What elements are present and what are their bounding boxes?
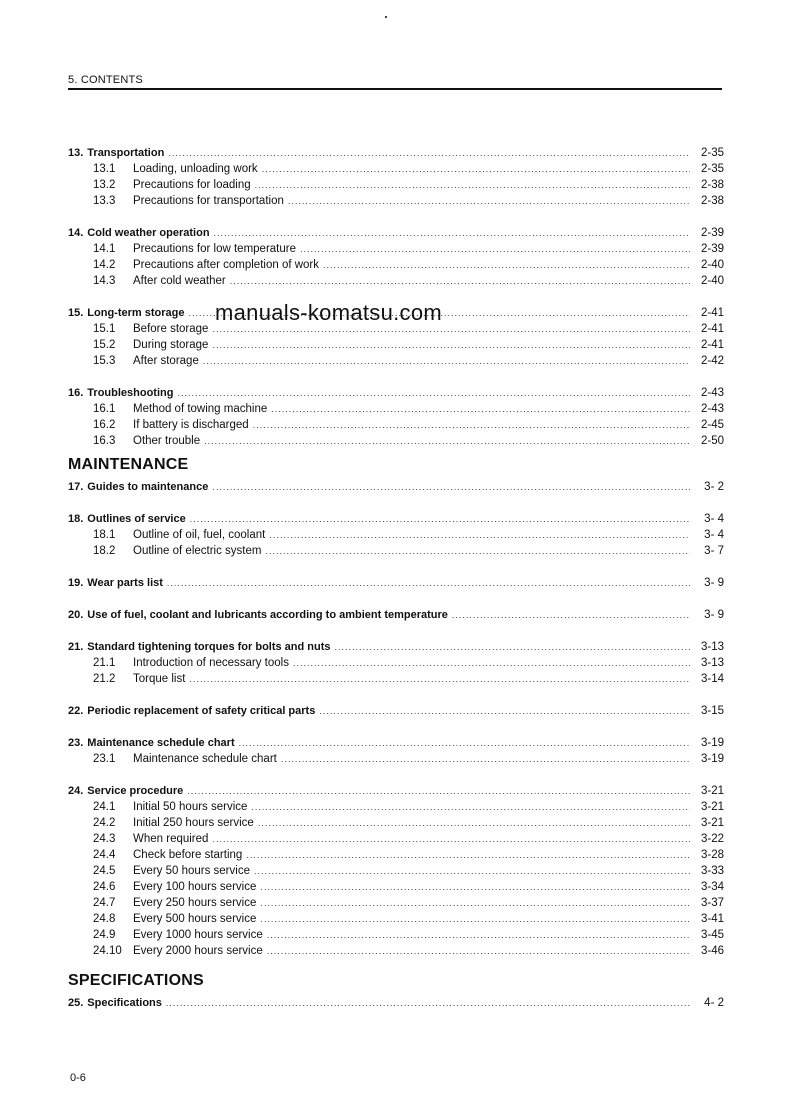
- entry-number: 22.: [68, 705, 84, 717]
- toc-entry[interactable]: [68, 225, 724, 241]
- entry-page: 2-39: [700, 243, 724, 255]
- spacer: [68, 209, 724, 225]
- dot-leader: [319, 703, 690, 719]
- dot-leader: [265, 543, 690, 559]
- entry-number: 15.3: [93, 355, 116, 367]
- entry-label: Precautions for loading: [133, 179, 251, 191]
- entry-label: Service procedure: [87, 785, 184, 797]
- toc-subentry[interactable]: [68, 433, 724, 449]
- header-title: 5. CONTENTS: [68, 74, 143, 86]
- toc-entry[interactable]: [68, 735, 724, 751]
- entry-page: 3-21: [700, 817, 724, 829]
- dot-leader: [166, 995, 690, 1011]
- spacer: [68, 687, 724, 703]
- dot-leader: [271, 401, 690, 417]
- entry-number: 24.9: [93, 929, 116, 941]
- entry-page: 2-43: [700, 387, 724, 399]
- dot-leader: [255, 177, 690, 193]
- entry-page: 3- 9: [704, 577, 724, 589]
- toc-subentry[interactable]: [68, 671, 724, 687]
- toc-entry[interactable]: [68, 575, 724, 591]
- dot-leader: [189, 671, 690, 687]
- spacer: [68, 495, 724, 511]
- entry-page: 3-14: [700, 673, 724, 685]
- entry-number: 25.: [68, 997, 84, 1009]
- spacer: [68, 767, 724, 783]
- toc-subentry[interactable]: [68, 273, 724, 289]
- toc-subentry[interactable]: [68, 751, 724, 767]
- entry-label: Initial 250 hours service: [133, 817, 254, 829]
- entry-label: Wear parts list: [87, 577, 163, 589]
- entry-page: 2-40: [700, 259, 724, 271]
- entry-label: Other trouble: [133, 435, 201, 447]
- entry-label: Check before starting: [133, 849, 243, 861]
- entry-number: 16.: [68, 387, 84, 399]
- page-header: [68, 74, 722, 90]
- toc-subentry[interactable]: [68, 241, 724, 257]
- toc-subentry[interactable]: [68, 161, 724, 177]
- section-title-specifications: SPECIFICATIONS: [68, 972, 204, 989]
- entry-number: 24.4: [93, 849, 116, 861]
- entry-label: Outline of oil, fuel, coolant: [133, 529, 266, 541]
- entry-page: 3-33: [700, 865, 724, 877]
- entry-label: Troubleshooting: [87, 387, 174, 399]
- dot-leader: [168, 145, 690, 161]
- entry-label: When required: [133, 833, 209, 845]
- entry-label: Precautions after completion of work: [133, 259, 320, 271]
- toc-subentry[interactable]: [68, 895, 724, 911]
- entry-page: 2-42: [700, 355, 724, 367]
- entry-page: 3-41: [700, 913, 724, 925]
- toc-subentry[interactable]: [68, 847, 724, 863]
- entry-label: Standard tightening torques for bolts and nuts: [87, 641, 331, 653]
- entry-page: 3- 4: [704, 513, 724, 525]
- toc-subentry[interactable]: [68, 831, 724, 847]
- entry-page: 3-19: [700, 737, 724, 749]
- toc-entry[interactable]: [68, 145, 724, 161]
- entry-number: 23.1: [93, 753, 116, 765]
- spacer: [68, 719, 724, 735]
- entry-page: 3-45: [700, 929, 724, 941]
- toc-entry[interactable]: [68, 607, 724, 623]
- entry-label: Before storage: [133, 323, 209, 335]
- dot-leader: [323, 257, 690, 273]
- entry-label: Initial 50 hours service: [133, 801, 248, 813]
- dot-leader: [254, 863, 690, 879]
- entry-number: 24.2: [93, 817, 116, 829]
- entry-page: 2-43: [700, 403, 724, 415]
- entry-page: 3- 2: [704, 481, 724, 493]
- entry-label: Every 250 hours service: [133, 897, 257, 909]
- entry-number: 21.2: [93, 673, 116, 685]
- entry-number: 18.2: [93, 545, 116, 557]
- entry-number: 24.5: [93, 865, 116, 877]
- dot-leader: [269, 527, 690, 543]
- dot-leader: [267, 943, 690, 959]
- toc-subentry[interactable]: [68, 879, 724, 895]
- entry-page: 3-21: [700, 785, 724, 797]
- entry-page: 3- 9: [704, 609, 724, 621]
- entry-number: 24.3: [93, 833, 116, 845]
- dot-leader: [203, 353, 690, 369]
- dot-leader: [260, 911, 690, 927]
- dot-leader: [262, 161, 690, 177]
- entry-page: 2-41: [700, 339, 724, 351]
- entry-page: 3-13: [700, 657, 724, 669]
- entry-number: 24.6: [93, 881, 116, 893]
- entry-number: 24.7: [93, 897, 116, 909]
- header-rule: [68, 88, 722, 90]
- entry-page: 2-38: [700, 179, 724, 191]
- entry-number: 14.: [68, 227, 84, 239]
- entry-number: 16.1: [93, 403, 116, 415]
- entry-label: Every 1000 hours service: [133, 929, 263, 941]
- entry-page: 2-39: [700, 227, 724, 239]
- entry-number: 24.10: [93, 945, 122, 957]
- entry-number: 23.: [68, 737, 84, 749]
- entry-page: 2-50: [700, 435, 724, 447]
- entry-label: Outlines of service: [87, 513, 186, 525]
- entry-page: 3-34: [700, 881, 724, 893]
- entry-label: Method of towing machine: [133, 403, 268, 415]
- dot-leader: [212, 831, 690, 847]
- toc-subentry[interactable]: [68, 815, 724, 831]
- entry-label: Guides to maintenance: [87, 481, 209, 493]
- entry-number: 13.3: [93, 195, 116, 207]
- entry-page: 2-45: [700, 419, 724, 431]
- spacer: [68, 623, 724, 639]
- entry-number: 18.1: [93, 529, 116, 541]
- spacer: [68, 559, 724, 575]
- entry-label: Precautions for low temperature: [133, 243, 296, 255]
- entry-page: 3-21: [700, 801, 724, 813]
- entry-label: Specifications: [87, 997, 162, 1009]
- dot-leader: [251, 799, 690, 815]
- dot-leader: [212, 479, 690, 495]
- dot-leader: [212, 337, 690, 353]
- entry-number: 13.: [68, 147, 84, 159]
- toc-entry[interactable]: [68, 995, 724, 1011]
- dot-leader: [452, 607, 690, 623]
- entry-number: 13.1: [93, 163, 116, 175]
- entry-number: 17.: [68, 481, 84, 493]
- dot-leader: [258, 815, 690, 831]
- toc-subentry[interactable]: [68, 337, 724, 353]
- toc-entry[interactable]: [68, 703, 724, 719]
- entry-label: Torque list: [133, 673, 186, 685]
- entry-label: Transportation: [87, 147, 165, 159]
- entry-label: Maintenance schedule chart: [133, 753, 277, 765]
- entry-number: 14.3: [93, 275, 116, 287]
- watermark: manuals-komatsu.com: [215, 300, 442, 325]
- entry-number: 14.2: [93, 259, 116, 271]
- dot-leader: [267, 927, 690, 943]
- dot-leader: [253, 417, 690, 433]
- entry-number: 13.2: [93, 179, 116, 191]
- entry-label: Use of fuel, coolant and lubricants according to ambient temperature: [87, 609, 448, 621]
- entry-label: After storage: [133, 355, 199, 367]
- section-title-maintenance: MAINTENANCE: [68, 456, 189, 473]
- entry-number: 15.2: [93, 339, 116, 351]
- dot-leader: [335, 639, 690, 655]
- toc-specifications-entries: [68, 995, 724, 1011]
- entry-page: 3- 7: [704, 545, 724, 557]
- toc-subentry[interactable]: [68, 177, 724, 193]
- toc-subentry[interactable]: [68, 943, 724, 959]
- entry-number: 24.8: [93, 913, 116, 925]
- entry-label: Maintenance schedule chart: [87, 737, 235, 749]
- toc-subentry[interactable]: [68, 353, 724, 369]
- entry-page: 3-28: [700, 849, 724, 861]
- entry-label: Loading, unloading work: [133, 163, 258, 175]
- entry-page: 2-41: [700, 307, 724, 319]
- toc-entry[interactable]: [68, 639, 724, 655]
- toc-entry[interactable]: [68, 511, 724, 527]
- entry-label: Outline of electric system: [133, 545, 262, 557]
- entry-label: Precautions for transportation: [133, 195, 284, 207]
- toc-operation-entries: [68, 145, 724, 449]
- toc-subentry[interactable]: [68, 527, 724, 543]
- page-number: 0-6: [70, 1072, 86, 1084]
- entry-number: 20.: [68, 609, 84, 621]
- entry-number: 24.: [68, 785, 84, 797]
- entry-page: 3-19: [700, 753, 724, 765]
- entry-page: 3-37: [700, 897, 724, 909]
- toc-subentry[interactable]: [68, 543, 724, 559]
- spacer: [68, 369, 724, 385]
- dot-leader: [177, 385, 690, 401]
- dot-leader: [187, 783, 690, 799]
- entry-label: If battery is discharged: [133, 419, 249, 431]
- dot-leader: [167, 575, 690, 591]
- entry-page: 3- 4: [704, 529, 724, 541]
- entry-number: 14.1: [93, 243, 116, 255]
- entry-page: 2-35: [700, 163, 724, 175]
- entry-number: 15.1: [93, 323, 116, 335]
- entry-label: Periodic replacement of safety critical parts: [87, 705, 316, 717]
- entry-label: During storage: [133, 339, 209, 351]
- entry-number: 18.: [68, 513, 84, 525]
- dot-leader: [214, 225, 690, 241]
- toc-subentry[interactable]: [68, 863, 724, 879]
- entry-page: 2-38: [700, 195, 724, 207]
- entry-label: Cold weather operation: [87, 227, 210, 239]
- toc-entry[interactable]: [68, 479, 724, 495]
- toc-subentry[interactable]: [68, 257, 724, 273]
- spacer: [68, 591, 724, 607]
- dot-leader: [190, 511, 690, 527]
- entry-number: 21.1: [93, 657, 116, 669]
- table-of-contents: [68, 145, 724, 1011]
- entry-page: 3-15: [700, 705, 724, 717]
- entry-label: Every 2000 hours service: [133, 945, 263, 957]
- entry-page: 3-13: [700, 641, 724, 653]
- scan-mark: [385, 16, 387, 18]
- entry-number: 16.2: [93, 419, 116, 431]
- entry-label: Introduction of necessary tools: [133, 657, 289, 669]
- entry-label: Every 500 hours service: [133, 913, 257, 925]
- entry-label: After cold weather: [133, 275, 226, 287]
- entry-page: 3-46: [700, 945, 724, 957]
- dot-leader: [246, 847, 690, 863]
- dot-leader: [288, 193, 690, 209]
- dot-leader: [281, 751, 690, 767]
- toc-subentry[interactable]: [68, 193, 724, 209]
- toc-entry[interactable]: [68, 385, 724, 401]
- dot-leader: [260, 895, 690, 911]
- entry-page: 3-22: [700, 833, 724, 845]
- entry-page: 2-40: [700, 275, 724, 287]
- dot-leader: [300, 241, 690, 257]
- dot-leader: [230, 273, 690, 289]
- dot-leader: [293, 655, 690, 671]
- toc-subentry[interactable]: [68, 417, 724, 433]
- entry-number: 16.3: [93, 435, 116, 447]
- toc-subentry[interactable]: [68, 655, 724, 671]
- toc-subentry[interactable]: [68, 401, 724, 417]
- entry-number: 24.1: [93, 801, 116, 813]
- toc-subentry[interactable]: [68, 911, 724, 927]
- entry-label: Long-term storage: [87, 307, 185, 319]
- entry-number: 19.: [68, 577, 84, 589]
- toc-maintenance-entries: [68, 479, 724, 959]
- entry-label: Every 100 hours service: [133, 881, 257, 893]
- toc-subentry[interactable]: [68, 927, 724, 943]
- dot-leader: [239, 735, 690, 751]
- entry-number: 21.: [68, 641, 84, 653]
- dot-leader: [204, 433, 690, 449]
- dot-leader: [260, 879, 690, 895]
- entry-number: 15.: [68, 307, 84, 319]
- entry-page: 4- 2: [704, 997, 724, 1009]
- toc-subentry[interactable]: [68, 799, 724, 815]
- entry-page: 2-35: [700, 147, 724, 159]
- toc-entry[interactable]: [68, 783, 724, 799]
- entry-page: 2-41: [700, 323, 724, 335]
- entry-label: Every 50 hours service: [133, 865, 250, 877]
